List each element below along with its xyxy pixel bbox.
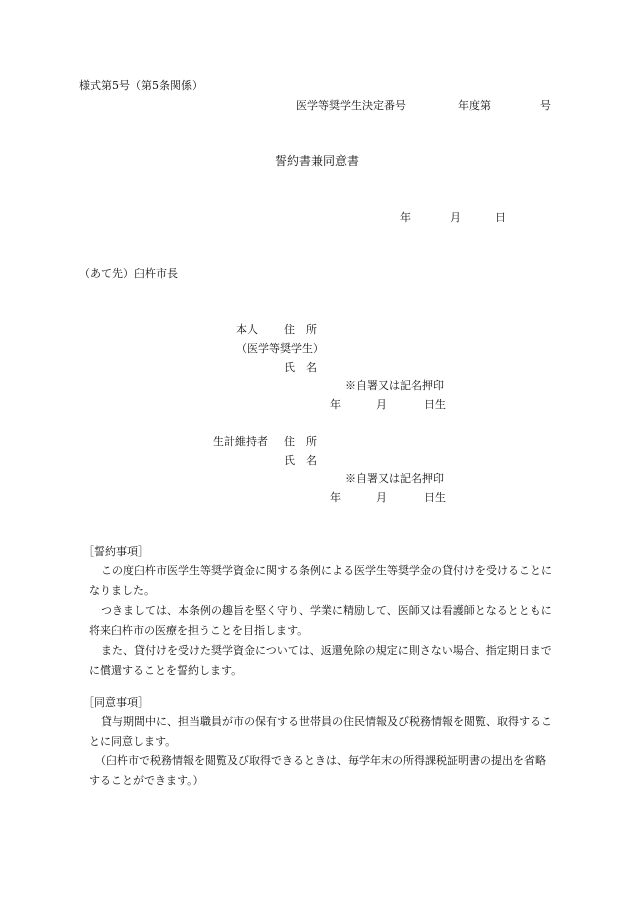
pledge-paragraph: つきましては、本条例の趣旨を堅く守り、学業に精励して、医師又は看護師となるとともに将来臼杵市の医療を担うことを目指します。 xyxy=(89,604,552,637)
supporter-role: 生計維持者 xyxy=(213,435,268,448)
supporter-signature-note: ※自署又は記名押印 xyxy=(345,472,444,485)
person-signature-note: ※自署又は記名押印 xyxy=(345,379,444,392)
person-role: 本人 xyxy=(236,323,258,336)
supporter-birth-year: 年 xyxy=(330,491,341,504)
person-birth-year: 年 xyxy=(330,398,341,411)
pledge-heading: ［誓約事項］ xyxy=(83,545,149,558)
date-month-label: 月 xyxy=(450,211,461,224)
date-year-label: 年 xyxy=(400,211,411,224)
document-title: 誓約書兼同意書 xyxy=(275,154,360,168)
date-day-label: 日 xyxy=(495,211,506,224)
addressee: （あて先）臼杵市長 xyxy=(79,267,178,280)
decision-number-label: 医学等奨学生決定番号 xyxy=(296,99,406,112)
consent-heading: ［同意事項］ xyxy=(83,696,149,709)
supporter-name-label: 氏 名 xyxy=(284,454,317,467)
person-birth-day: 日生 xyxy=(424,398,446,411)
decision-number-suffix: 号 xyxy=(540,99,551,112)
person-address-label: 住 所 xyxy=(284,323,317,336)
person-name-label: 氏 名 xyxy=(284,361,317,374)
supporter-birth-day: 日生 xyxy=(424,491,446,504)
person-birth-month: 月 xyxy=(376,398,387,411)
person-role-sub: （医学等奨学生） xyxy=(236,342,324,355)
consent-paragraph: （臼杵市で税務情報を閲覧及び取得できるときは、毎学年末の所得課税証明書の提出を省略することができます。） xyxy=(89,754,546,787)
pledge-paragraph: この度臼杵市医学生等奨学資金に関する条例による医学生等奨学金の貸付けを受けることになりました。 xyxy=(89,564,552,597)
consent-paragraph: 貸与期間中に、担当職員が市の保有する世帯員の住民情報及び税務情報を閲覧、取得することに同意します。 xyxy=(89,715,552,748)
form-number: 様式第5号（第5条関係） xyxy=(79,79,203,92)
decision-year-label: 年度第 xyxy=(458,99,491,112)
pledge-paragraph: また、貸付けを受けた奨学資金については、返還免除の規定に則さない場合、指定期日までに償還することを誓約します。 xyxy=(89,644,552,677)
supporter-birth-month: 月 xyxy=(376,491,387,504)
supporter-address-label: 住 所 xyxy=(284,435,317,448)
